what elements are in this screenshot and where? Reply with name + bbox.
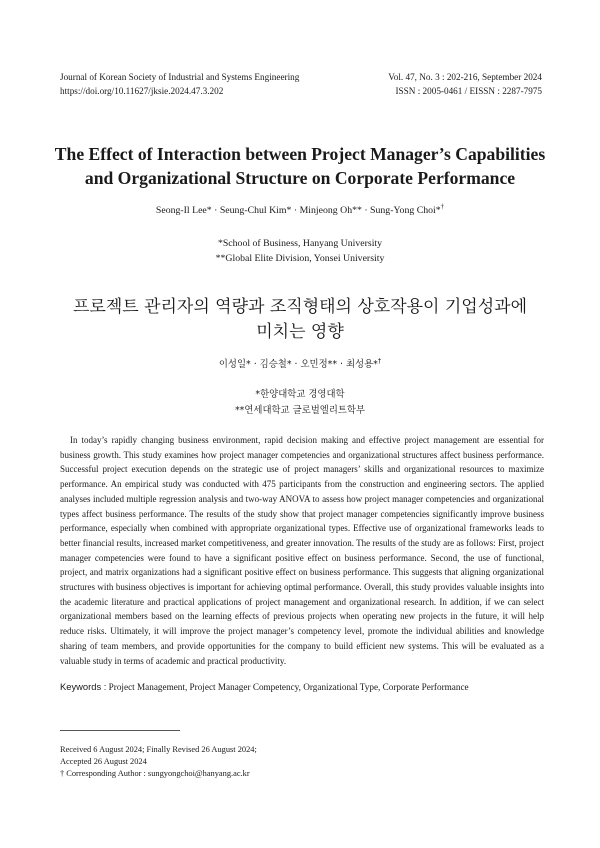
korean-affiliation-hanyang: *한양대학교 경영대학 [255,389,345,400]
korean-author-list: 이성일* · 김승철* · 오민정** · 최성용* [218,359,378,370]
english-author-list: Seong-Il Lee* · Seung-Chul Kim* · Minjeong Oh** · Sung-Yong Choi* [155,205,441,216]
korean-affiliation-yonsei: **연세대학교 글로벌엘리트학부 [234,405,366,416]
journal-name: Journal of Korean Society of Industrial and Systems Engineering [60,72,300,82]
keywords-label: Keywords : [60,681,107,692]
english-affiliations [0,236,600,266]
keywords-line [60,681,544,692]
korean-title-line2: 미치는 영향 [256,322,344,342]
affiliation-hanyang: *School of Business, Hanyang University [217,238,383,249]
journal-header [60,70,299,98]
korean-title [40,295,560,345]
affiliation-yonsei: **Global Elite Division, Yonsei University [215,253,385,264]
english-title-line1: The Effect of Interaction between Project Manager’s Capabilities [54,144,546,164]
korean-corresponding-dagger: † [377,356,382,365]
accepted-date: Accepted 26 August 2024 [60,757,147,766]
abstract-text: In today’s rapidly changing business environment, rapid decision making and effective project management are essential for business growth. This study examines how project manager competencies and organizational structures affect business performance. Successful project execution depends on the strategic use of project managers’ skills and organizational resources to maximize performance. An empirical study was conducted with 475 participants from the construction and engineering sectors. The applied analyses included multiple regression analysis and two-way ANOVA to assess how project manager competencies and organizational types affect business performance. The results of the study show that project manager competencies significantly improve business performance, especially when combined with appropriate organizational types. Effective use of organizational frameworks leads to better financial results, increased market competitiveness, and greater innovation. The results of the study are as follows: First, project manager competencies were found to have a significant positive effect on business performance. Second, the use of functional, project, and matrix organizations had a significant positive effect on business performance. This suggests that aligning organizational structures with business objectives is important for achieving optimal performance. Overall, this study provides valuable insights into the academic literature and practical applications of project management and organizational research. In addition, if we can select organizational members based on the learning effects of previous projects when operating new projects in the future, it will help reduce risks. Ultimately, it will improve the project manager’s competency level, promote the individual abilities and knowledge sharing of team members, and provide opportunities for the company to build efficient new systems. This will be evaluated as a valuable study in terms of academic and practical productivity. [60,435,544,666]
english-title-line2: and Organizational Structure on Corporate Performance [84,168,516,188]
volume-info: Vol. 47, No. 3 : 202-216, September 2024 [388,72,542,82]
corresponding-email[interactable]: Corresponding Author : sungyongchoi@hanyang.ac.kr [66,769,250,778]
issue-header [388,70,542,98]
korean-title-line1: 프로젝트 관리자의 역량과 조직형태의 상호작용이 기업성과에 [73,297,527,317]
footnote-divider [60,730,180,731]
keywords-list: Project Management, Project Manager Competency, Organizational Type, Corporate Performance [108,682,469,692]
corresponding-mark: † [60,769,65,778]
received-date: Received 6 August 2024; Finally Revised 26 August 2024; [60,745,257,754]
korean-authors [0,356,600,370]
english-authors [0,205,600,216]
issn-info: ISSN : 2005-0461 / EISSN : 2287-7975 [395,86,542,96]
footnotes [60,744,257,780]
korean-affiliations [0,387,600,419]
corresponding-author [60,768,257,780]
english-title [40,142,560,190]
corresponding-dagger: † [440,203,445,211]
doi-link[interactable]: https://doi.org/10.11627/jksie.2024.47.3.202 [60,86,224,96]
